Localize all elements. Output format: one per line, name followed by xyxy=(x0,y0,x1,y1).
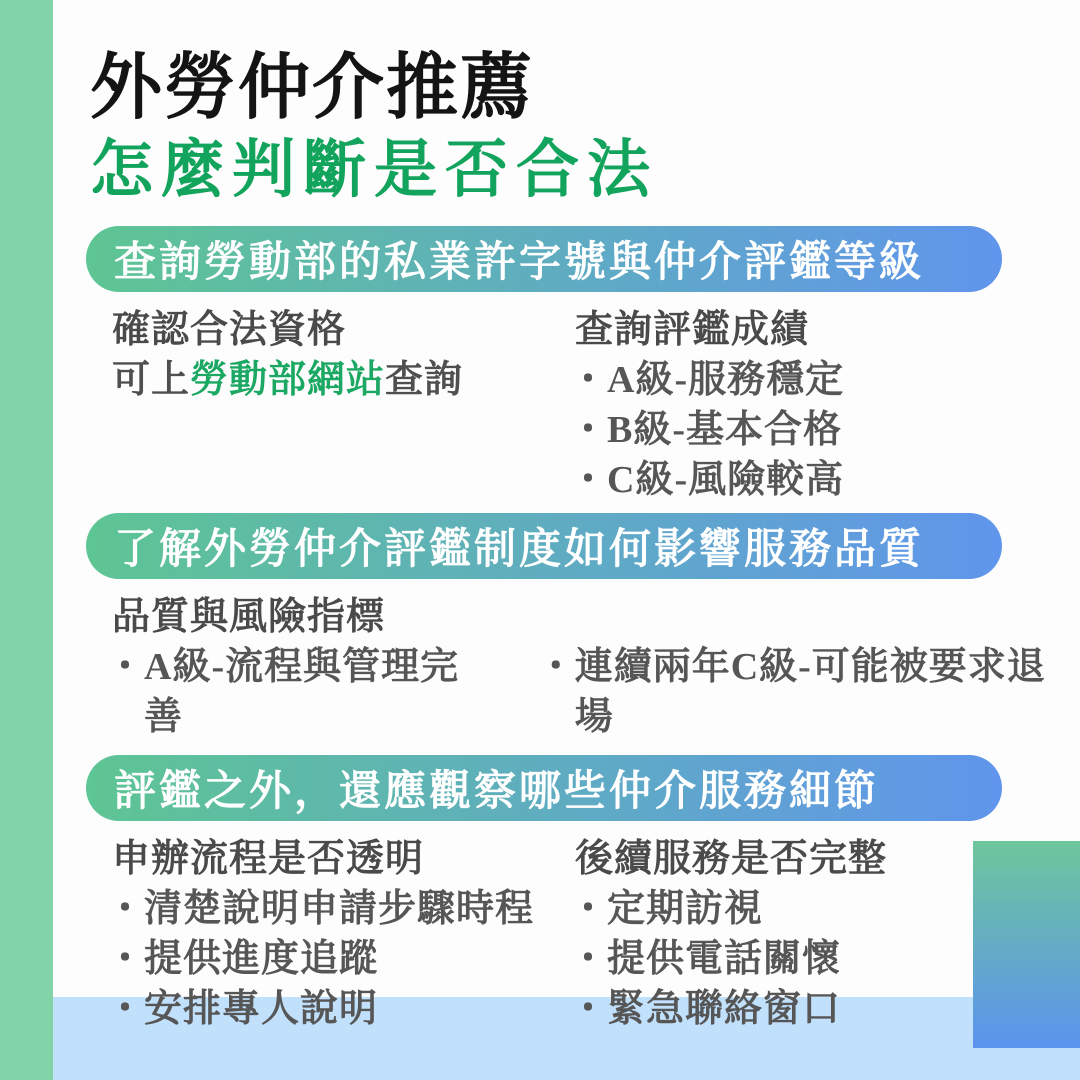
sub-heading: 申辦流程是否透明 xyxy=(112,838,425,881)
page-subtitle: 怎麼判斷是否合法 xyxy=(90,134,658,205)
section1-body xyxy=(90,305,1080,505)
bullet-icon: ・ xyxy=(569,359,608,402)
section1-col-qualification xyxy=(112,305,575,505)
left-accent-bar xyxy=(0,0,53,1080)
sub-heading: 確認合法資格 xyxy=(112,309,347,352)
section-service-details xyxy=(90,755,1080,1034)
line-prefix: 可上 xyxy=(112,359,191,402)
bullet-icon: ・ xyxy=(106,888,145,931)
bullet-icon: ・ xyxy=(106,646,145,689)
title-block xyxy=(90,48,1080,205)
bullet-text: 緊急聯絡窗口 xyxy=(607,988,842,1031)
bullet-icon: ・ xyxy=(106,938,145,981)
bullet-text: B級-基本合格 xyxy=(607,409,843,452)
bullet-icon: ・ xyxy=(569,938,608,981)
ministry-website-link-text: 勞動部網站 xyxy=(190,359,386,402)
sub-heading: 後續服務是否完整 xyxy=(575,838,888,881)
section2-body xyxy=(90,592,1080,742)
content-area xyxy=(53,0,1080,1031)
section1-col-grades xyxy=(569,305,1080,505)
bullet-icon: ・ xyxy=(569,988,608,1031)
bullet-text: 清楚說明申請步驟時程 xyxy=(144,888,535,931)
page-title: 外勞仲介推薦 xyxy=(90,48,535,128)
list-item xyxy=(106,984,575,1034)
bullet-text: C級-風險較高 xyxy=(607,459,845,502)
bullet-text: A級-流程與管理完善 xyxy=(144,646,460,739)
section3-header-pill: 評鑑之外，還應觀察哪些仲介服務細節 xyxy=(86,755,1002,821)
bullet-icon: ・ xyxy=(569,888,608,931)
sub-heading: 品質與風險指標 xyxy=(112,596,386,639)
bullet-text: 安排專人說明 xyxy=(144,988,379,1031)
bullet-text: 提供進度追蹤 xyxy=(144,938,379,981)
bullet-icon: ・ xyxy=(569,459,608,502)
bullet-text: 提供電話關懷 xyxy=(607,938,842,981)
section3-body xyxy=(90,834,1080,1034)
list-item xyxy=(536,642,1080,742)
section-legal-check xyxy=(90,226,1080,505)
bullet-text: 定期訪視 xyxy=(607,888,764,931)
bullet-icon: ・ xyxy=(536,646,575,689)
section-evaluation-system xyxy=(90,513,1080,742)
list-item xyxy=(106,884,575,934)
bullet-text: 連續兩年C級-可能被要求退場 xyxy=(574,646,1046,739)
bullet-text: A級-服務穩定 xyxy=(607,359,845,402)
section3-col-process xyxy=(106,834,575,1034)
line-suffix: 查詢 xyxy=(385,359,464,402)
bullet-icon: ・ xyxy=(569,409,608,452)
section1-header-pill: 查詢勞動部的私業許字號與仲介評鑑等級 xyxy=(86,226,1002,292)
sub-heading: 查詢評鑑成績 xyxy=(575,309,810,352)
right-accent-bar xyxy=(973,841,1080,1048)
list-item xyxy=(569,455,1080,505)
bullet-icon: ・ xyxy=(106,988,145,1031)
list-item xyxy=(106,642,495,742)
qualification-line xyxy=(112,355,575,405)
section2-bullet-row xyxy=(106,642,1080,742)
list-item xyxy=(106,934,575,984)
section2-header-pill: 了解外勞仲介評鑑制度如何影響服務品質 xyxy=(86,513,1002,579)
list-item xyxy=(569,405,1080,455)
list-item xyxy=(569,355,1080,405)
